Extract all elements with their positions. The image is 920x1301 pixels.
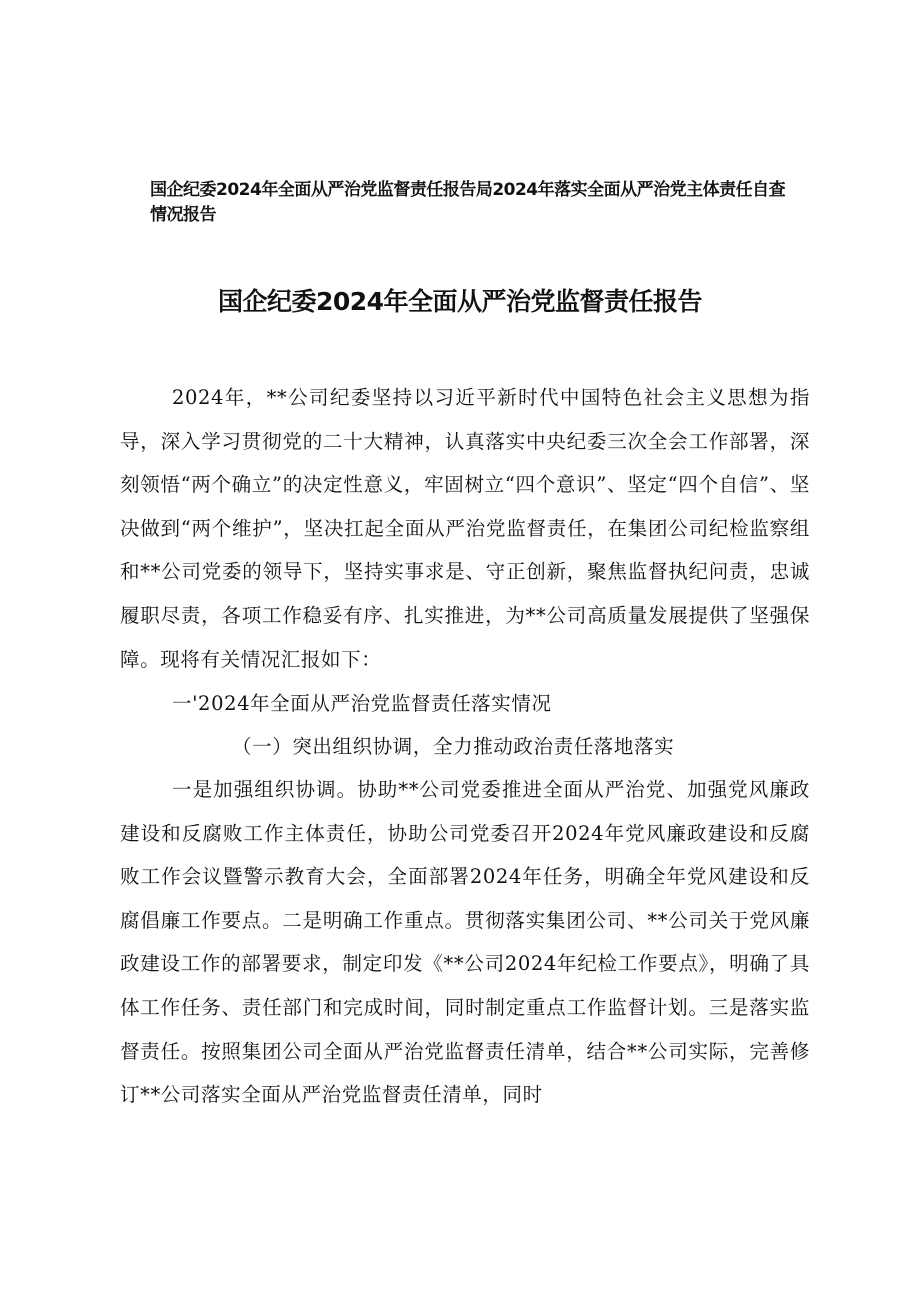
document-heading: 国企纪委2024年全面从严治党监督责任报告局2024年落实全面从严治党主体责任自查情况报告	[150, 180, 786, 225]
section-heading-1: 一'2024年全面从严治党监督责任落实情况	[172, 692, 552, 715]
body-paragraph-intro: 2024年，**公司纪委坚持以习近平新时代中国特色社会主义思想为指导，深入学习贯彻党的二十大精神，认真落实中央纪委三次全会工作部署，深刻领悟“两个确立”的决定性意义，牢固树立“四个意识”、坚定“四个自信”、坚决做到“两个维护”，坚决扛起全面从严治党监督责任，在集团公司纪检监察组和**公司党委的领导下，坚持实事求是、守正创新，聚焦监督执纪问责，忠诚履职尽责，各项工作稳妥有序、扎实推进，为**公司高质量发展提供了坚强保障。现将有关情况汇报如下：	[120, 386, 810, 671]
body-paragraph-organization: 一是加强组织协调。协助**公司党委推进全面从严治党、加强党风廉政建设和反腐败工作主体责任，协助公司党委召开2024年党风廉政建设和反腐败工作会议暨警示教育大会，全面部署2024年任务，明确全年党风建设和反腐倡廉工作要点。二是明确工作重点。贯彻落实集团公司、**公司关于党风廉政建设工作的部署要求，制定印发《**公司2024年纪检工作要点》，明确了具体工作任务、责任部门和完成时间，同时制定重点工作监督计划。三是落实监督责任。按照集团公司全面从严治党监督责任清单，结合**公司实际，完善修订**公司落实全面从严治党监督责任清单，同时	[120, 778, 810, 1107]
subsection-heading-1: （一）突出组织协调，全力推动政治责任落地落实	[232, 735, 675, 758]
report-title: 国企纪委2024年全面从严治党监督责任报告	[217, 287, 703, 316]
